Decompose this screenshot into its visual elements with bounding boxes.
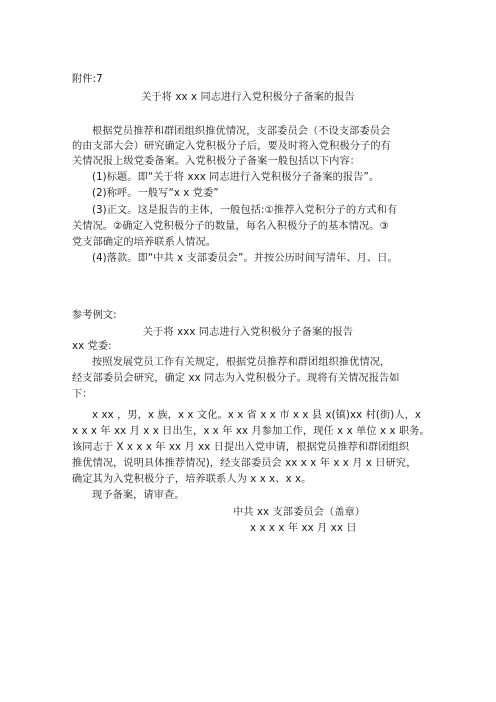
example-para2-line-1: x xx ，男，x 族，x x 文化。x x 省 x x 市 x x 县 x(镇)xx 村(街)人，x	[92, 410, 422, 421]
example-para2-line-2: x x x 年 xx 月 x x 日出生，x x 年 xx 月参加工作，现任 x x 单位 x x 职务。	[72, 426, 430, 437]
example-para2-line-3: 该同志于 X x x x 年 xx 月 xx 日提出入党申请，根据党员推荐和群团组织	[72, 442, 410, 453]
item-title: (1)标题。即“关于将 xxx 同志进行入党积极分子备案的报告”。	[92, 172, 380, 183]
example-signature: 中共 xx 支部委员会（盖章）	[233, 507, 366, 518]
example-para2-line-4: 推优情况，说明具体推荐情况)，经支部委员会 xx x x 年 x x 月 x 日研究，	[72, 458, 417, 469]
intro-line-3: 关情况报上级党委备案。入党积极分子备案一般包括以下内容：	[72, 156, 361, 167]
example-salutation: xx 党委:	[72, 341, 112, 352]
example-title: 关于将 xxx 同志进行入党积极分子备案的报告	[142, 327, 354, 338]
intro-line-1: 根据党员推荐和群团组织推优情况，支部委员会（不设支部委员会	[92, 126, 391, 137]
example-para1-line-3: 下：	[72, 389, 93, 400]
example-closing: 现予备案，请审查。	[92, 490, 185, 501]
example-para1-line-2: 经支部委员会研究，确定 xx 同志为入党积极分子。现将有关情况报告如	[72, 373, 400, 384]
example-heading: 参考例文:	[72, 310, 117, 321]
example-date: x x x x 年 xx 月 xx 日	[250, 523, 357, 534]
item-signature: (4)落款。即“中共 x 支部委员会”。并按公历时间写清年、月、日。	[92, 253, 398, 264]
item-body-line-3: 党支部确定的培养联系人情况。	[72, 237, 217, 248]
example-para1-line-1: 按照发展党员工作有关规定，根据党员推荐和群团组织推优情况，	[92, 357, 391, 368]
document-title: 关于将 xx x 同志进行入党积极分子备案的报告	[141, 92, 355, 103]
attachment-label: 附件:7	[72, 74, 103, 85]
intro-line-2: 的由支部大会）研究确定入党积极分子后，要及时将入党积极分子的有	[72, 141, 391, 152]
item-salutation: (2)称呼。一般写“x x 党委”	[92, 188, 219, 199]
item-body-line-2: 关情况。②确定入党积极分子的数量，每名入积极分子的基本情况。③	[72, 221, 389, 232]
item-body-line-1: (3)正文。这是报告的主体，一般包括:①推荐入党积分子的方式和有	[92, 205, 398, 216]
example-para2-line-5: 确定其为入党积极分子，培养联系人为 x x x、x x。	[72, 474, 312, 485]
